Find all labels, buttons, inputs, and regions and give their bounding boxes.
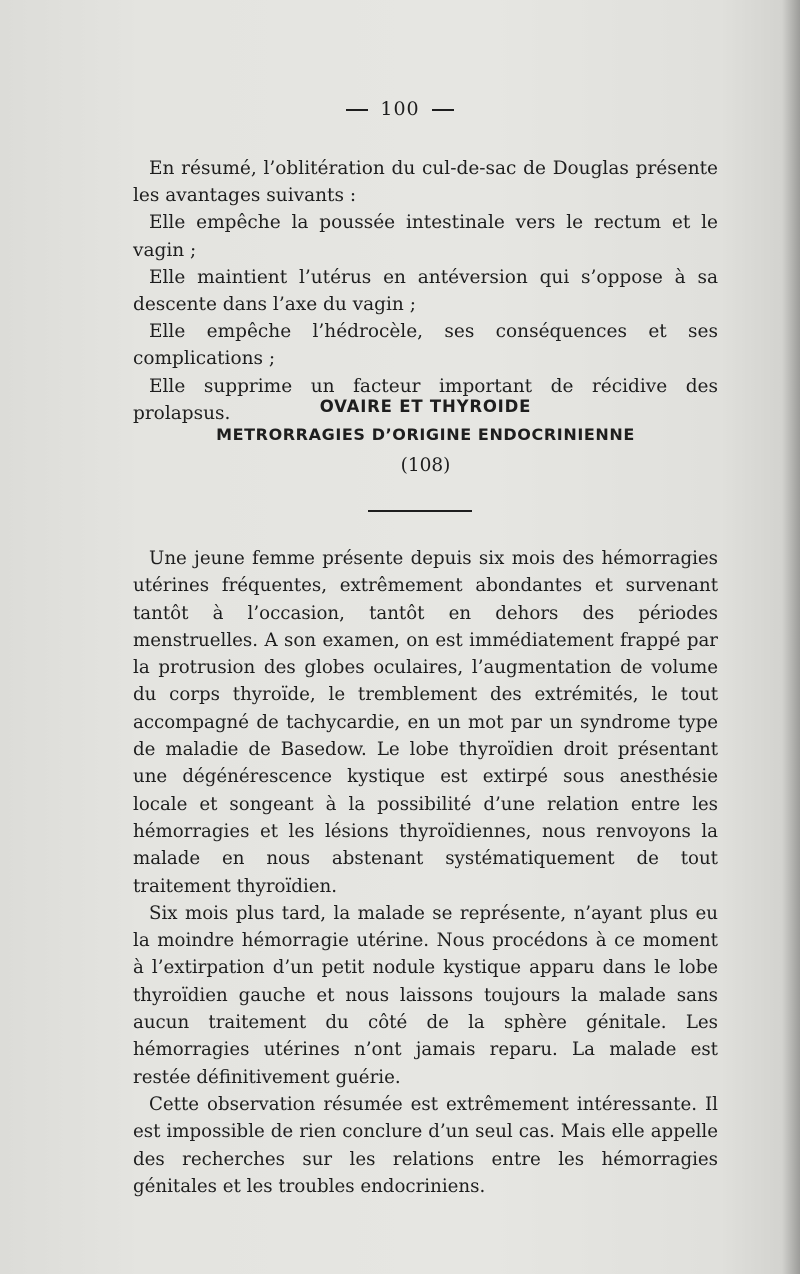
observation-paragraph: Six mois plus tard, la malade se représente, n’ayant plus eu la moindre hémorragie utérine. Nous procédons à ce moment à l’extirpation d’un petit nodule kystique apparu dans le lobe thyroïdien gauche et nous laissons toujours la malade sans aucun traitement du côté de la sphère génitale. Les hémorragies utérines n’ont jamais reparu. La malade est restée définitivement guérie. (133, 902, 718, 1088)
section-heading: OVAIRE ET THYROIDE (319, 397, 532, 416)
summary-section (133, 155, 718, 427)
page-edge-shadow (782, 0, 800, 1274)
observation-paragraph: Cette observation résumée est extrêmement intéressante. Il est impossible de rien conclure d’un seul cas. Mais elle appelle des recherches sur les relations entre les hémorragies génitales et les troubles endocriniens. (133, 1093, 718, 1197)
page-number-line (0, 98, 800, 120)
section-subheading: METRORRAGIES D’ORIGINE ENDOCRINIENNE (216, 425, 635, 444)
summary-paragraph: Elle maintient l’utérus en antéversion qui s’oppose à sa descente dans l’axe du vagin ; (133, 266, 718, 316)
observation-paragraph: Une jeune femme présente depuis six mois des hémorragies utérines fréquentes, extrêmement abondantes et survenant tantôt à l’occasion, tantôt en dehors des périodes menstruelles. A son examen, on est immédiatement frappé par la protrusion des globes oculaires, l’augmentation de volume du corps thyroïde, le tremblement des extrémités, le tout accompagné de tachycardie, en un mot par un syndrome type de maladie de Basedow. Le lobe thyroïdien droit présentant une dégénérescence kystique est extirpé sous anesthésie locale et songeant à la possibilité d’une relation entre les hémorragies et les lésions thyroïdiennes, nous renvoyons la malade en nous abstenant systématiquement de tout traitement thyroïdien. (133, 548, 718, 897)
case-number: (108) (400, 455, 451, 476)
summary-paragraph: En résumé, l’oblitération du cul-de-sac de Douglas présente les avantages suivants : (133, 158, 718, 207)
summary-paragraph: Elle supprime un facteur important de récidive des prolapsus. (133, 375, 718, 424)
summary-paragraph: Elle empêche la poussée intestinale vers le rectum et le vagin ; (133, 212, 718, 261)
page-number: 100 (380, 98, 420, 120)
summary-paragraph: Elle empêche l’hédrocèle, ses conséquences et ses complications ; (133, 321, 718, 370)
page-number-dash-left (346, 109, 368, 111)
page-number-dash-right (432, 109, 454, 111)
section-divider (368, 510, 472, 512)
observation-section (133, 545, 718, 1200)
